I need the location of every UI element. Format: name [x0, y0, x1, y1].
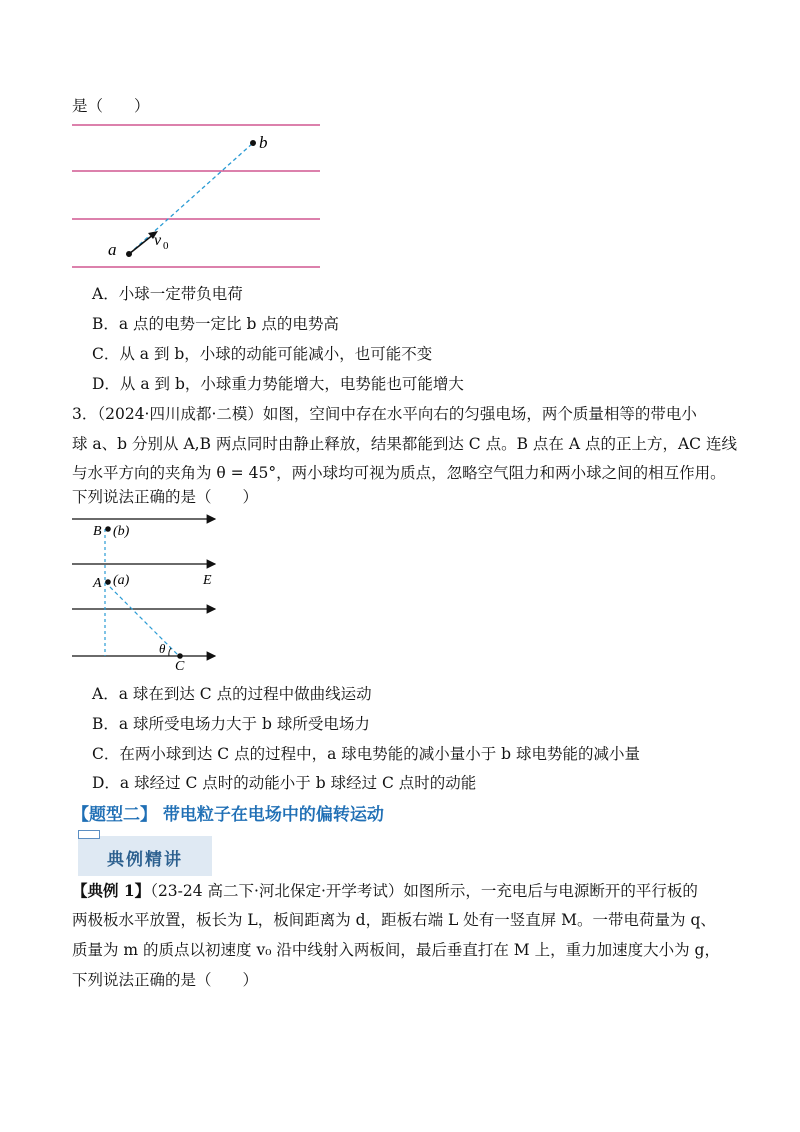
- example1-line-1: [72, 880, 698, 902]
- banner-tab-decoration: [78, 830, 100, 839]
- option-a: A．小球一定带负电荷: [92, 285, 243, 303]
- label-a: a: [108, 240, 117, 259]
- banner-label: 典例精讲: [107, 850, 183, 870]
- q3-line-2: 球 a、b 分别从 A,B 两点同时由静止释放，结果都能到达 C 点。B 点在 A 点的正上方，AC 连线: [72, 435, 737, 453]
- figure-uniform-field: [72, 512, 232, 672]
- point-C: [177, 653, 183, 659]
- question-stem-tail: 是（ ）: [72, 97, 150, 115]
- point-A: [105, 579, 111, 585]
- point-b: [250, 140, 256, 146]
- label-C: C: [175, 659, 185, 672]
- label-theta: θ: [159, 641, 166, 656]
- point-a: [126, 251, 132, 257]
- velocity-arrow: [129, 234, 154, 254]
- figure-field-lines-ab: [72, 118, 332, 278]
- example-banner: [78, 836, 212, 876]
- example1-line-4: 下列说法正确的是（ ）: [72, 971, 259, 989]
- q3-option-a: A．a 球在到达 C 点的过程中做曲线运动: [92, 685, 372, 703]
- label-A: A: [93, 576, 102, 591]
- q3-line-4: 下列说法正确的是（ ）: [72, 488, 259, 506]
- q3-option-c: C．在两小球到达 C 点的过程中，a 球电势能的减小量小于 b 球电势能的减小量: [92, 745, 641, 763]
- example1-line-1-text: （23-24 高二下·河北保定·开学考试）如图所示，一充电后与电源断开的平行板的: [150, 882, 698, 900]
- option-b: B．a 点的电势一定比 b 点的电势高: [92, 315, 339, 333]
- option-c: C．从 a 到 b，小球的动能可能减小，也可能不变: [92, 345, 433, 363]
- label-b: b: [259, 133, 268, 152]
- label-b-ball: (b): [113, 524, 130, 539]
- label-B: B: [93, 524, 102, 539]
- example1-line-2: 两极板水平放置，板长为 L，板间距离为 d，距板右端 L 处有一竖直屏 M。一带电荷量为 q、: [72, 911, 716, 929]
- label-v0: v: [154, 232, 162, 249]
- label-E: E: [203, 573, 212, 588]
- q3-line-3: 与水平方向的夹角为 θ = 45°，两小球均可视为质点，忽略空气阻力和两小球之间的相互作用。: [72, 464, 726, 482]
- option-d: D．从 a 到 b，小球重力势能增大，电势能也可能增大: [92, 375, 464, 393]
- q3-line-1: 3．（2024·四川成都·二模）如图，空间中存在水平向右的匀强电场，两个质量相等的带电小: [72, 405, 697, 423]
- example1-line-3: 质量为 m 的质点以初速度 v₀ 沿中线射入两板间，最后垂直打在 M 上，重力加速度大小为 g，: [72, 941, 720, 959]
- q3-option-d: D．a 球经过 C 点时的动能小于 b 球经过 C 点时的动能: [92, 774, 477, 792]
- q3-option-b: B．a 球所受电场力大于 b 球所受电场力: [92, 715, 370, 733]
- section-title: 【题型二】 带电粒子在电场中的偏转运动: [72, 805, 384, 825]
- point-B: [105, 526, 111, 532]
- angle-arc: [169, 648, 171, 656]
- label-a-ball: (a): [113, 573, 130, 588]
- trajectory-dashed: [129, 143, 253, 254]
- example1-label: 【典例 1】: [72, 881, 151, 900]
- diagonal-dashed: [105, 582, 179, 656]
- label-v0-sub: 0: [163, 240, 169, 252]
